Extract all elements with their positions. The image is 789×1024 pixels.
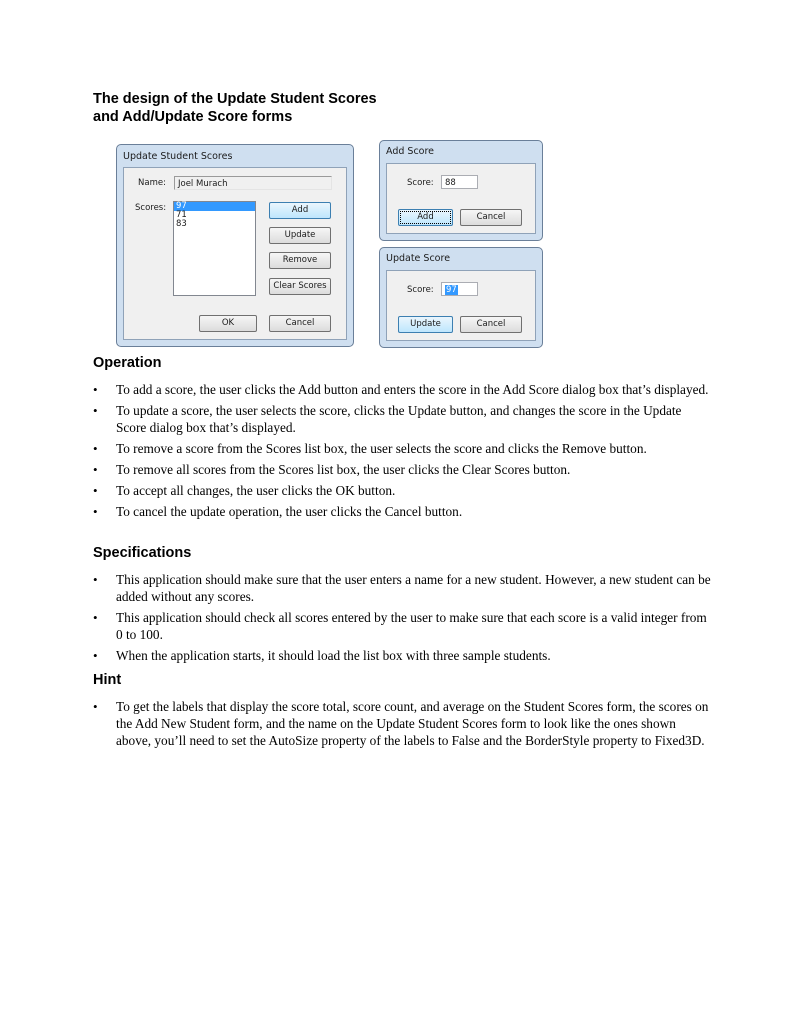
scores-label: Scores: [135, 203, 167, 213]
name-value-label: Joel Murach [174, 176, 332, 190]
update-student-scores-window [116, 144, 354, 347]
score-label: Score: [407, 178, 434, 188]
list-item: • To update a score, the user selects the score, clicks the Update button, and changes the score in the Update Score dialog box that’s displayed. [93, 402, 713, 436]
add-button[interactable]: Add [398, 209, 453, 226]
list-item: • To accept all changes, the user clicks the OK button. [93, 482, 713, 499]
name-label: Name: [138, 178, 166, 188]
list-item: • To get the labels that display the score total, score count, and average on the Student Scores form, the scores on the Add New Student form, and the name on the Update Student Scores form to look like the ones shown above, you’ll need to set the AutoSize property of the labels to False and the BorderStyle property to Fixed3D. [93, 698, 713, 749]
list-item: • To remove a score from the Scores list box, the user selects the score and clicks the Remove button. [93, 440, 713, 457]
update-score-window [379, 247, 543, 348]
page-title-line-2: and Add/Update Score forms [93, 109, 293, 125]
scores-listbox[interactable] [173, 201, 256, 296]
selected-score-text: 97 [446, 285, 457, 295]
hint-list [93, 698, 713, 753]
add-score-window [379, 140, 543, 241]
score-label: Score: [407, 285, 434, 295]
window-title: Update Score [386, 253, 451, 264]
specifications-heading: Specifications [93, 545, 192, 561]
score-item[interactable]: 83 [176, 219, 187, 229]
score-item[interactable]: 71 [176, 210, 187, 220]
window-client-area [123, 167, 347, 340]
window-client-area [386, 270, 536, 341]
add-button[interactable]: Add [269, 202, 331, 219]
window-title: Add Score [386, 146, 435, 157]
list-item: • This application should check all scores entered by the user to make sure that each score is a valid integer from 0 to 100. [93, 609, 713, 643]
update-button[interactable]: Update [398, 316, 453, 333]
clear-scores-button[interactable]: Clear Scores [269, 278, 331, 295]
page-title-line-1: The design of the Update Student Scores [93, 91, 377, 107]
list-item: • To cancel the update operation, the user clicks the Cancel button. [93, 503, 713, 520]
window-title: Update Student Scores [123, 151, 233, 162]
specifications-list [93, 571, 713, 668]
hint-heading: Hint [93, 672, 122, 688]
update-button[interactable]: Update [269, 227, 331, 244]
operation-list [93, 381, 713, 524]
score-input[interactable] [441, 282, 478, 296]
page-title [93, 90, 513, 126]
remove-button[interactable]: Remove [269, 252, 331, 269]
list-item: • To add a score, the user clicks the Add button and enters the score in the Add Score dialog box that’s displayed. [93, 381, 713, 398]
list-item: • This application should make sure that the user enters a name for a new student. However, a new student can be added without any scores. [93, 571, 713, 605]
operation-heading: Operation [93, 355, 162, 371]
ok-button[interactable]: OK [199, 315, 257, 332]
list-item: • To remove all scores from the Scores list box, the user clicks the Clear Scores button. [93, 461, 713, 478]
score-input[interactable]: 88 [441, 175, 478, 189]
list-item: • When the application starts, it should load the list box with three sample students. [93, 647, 713, 664]
cancel-button[interactable]: Cancel [269, 315, 331, 332]
cancel-button[interactable]: Cancel [460, 316, 522, 333]
cancel-button[interactable]: Cancel [460, 209, 522, 226]
window-client-area [386, 163, 536, 234]
score-item[interactable]: 97 [174, 202, 255, 211]
